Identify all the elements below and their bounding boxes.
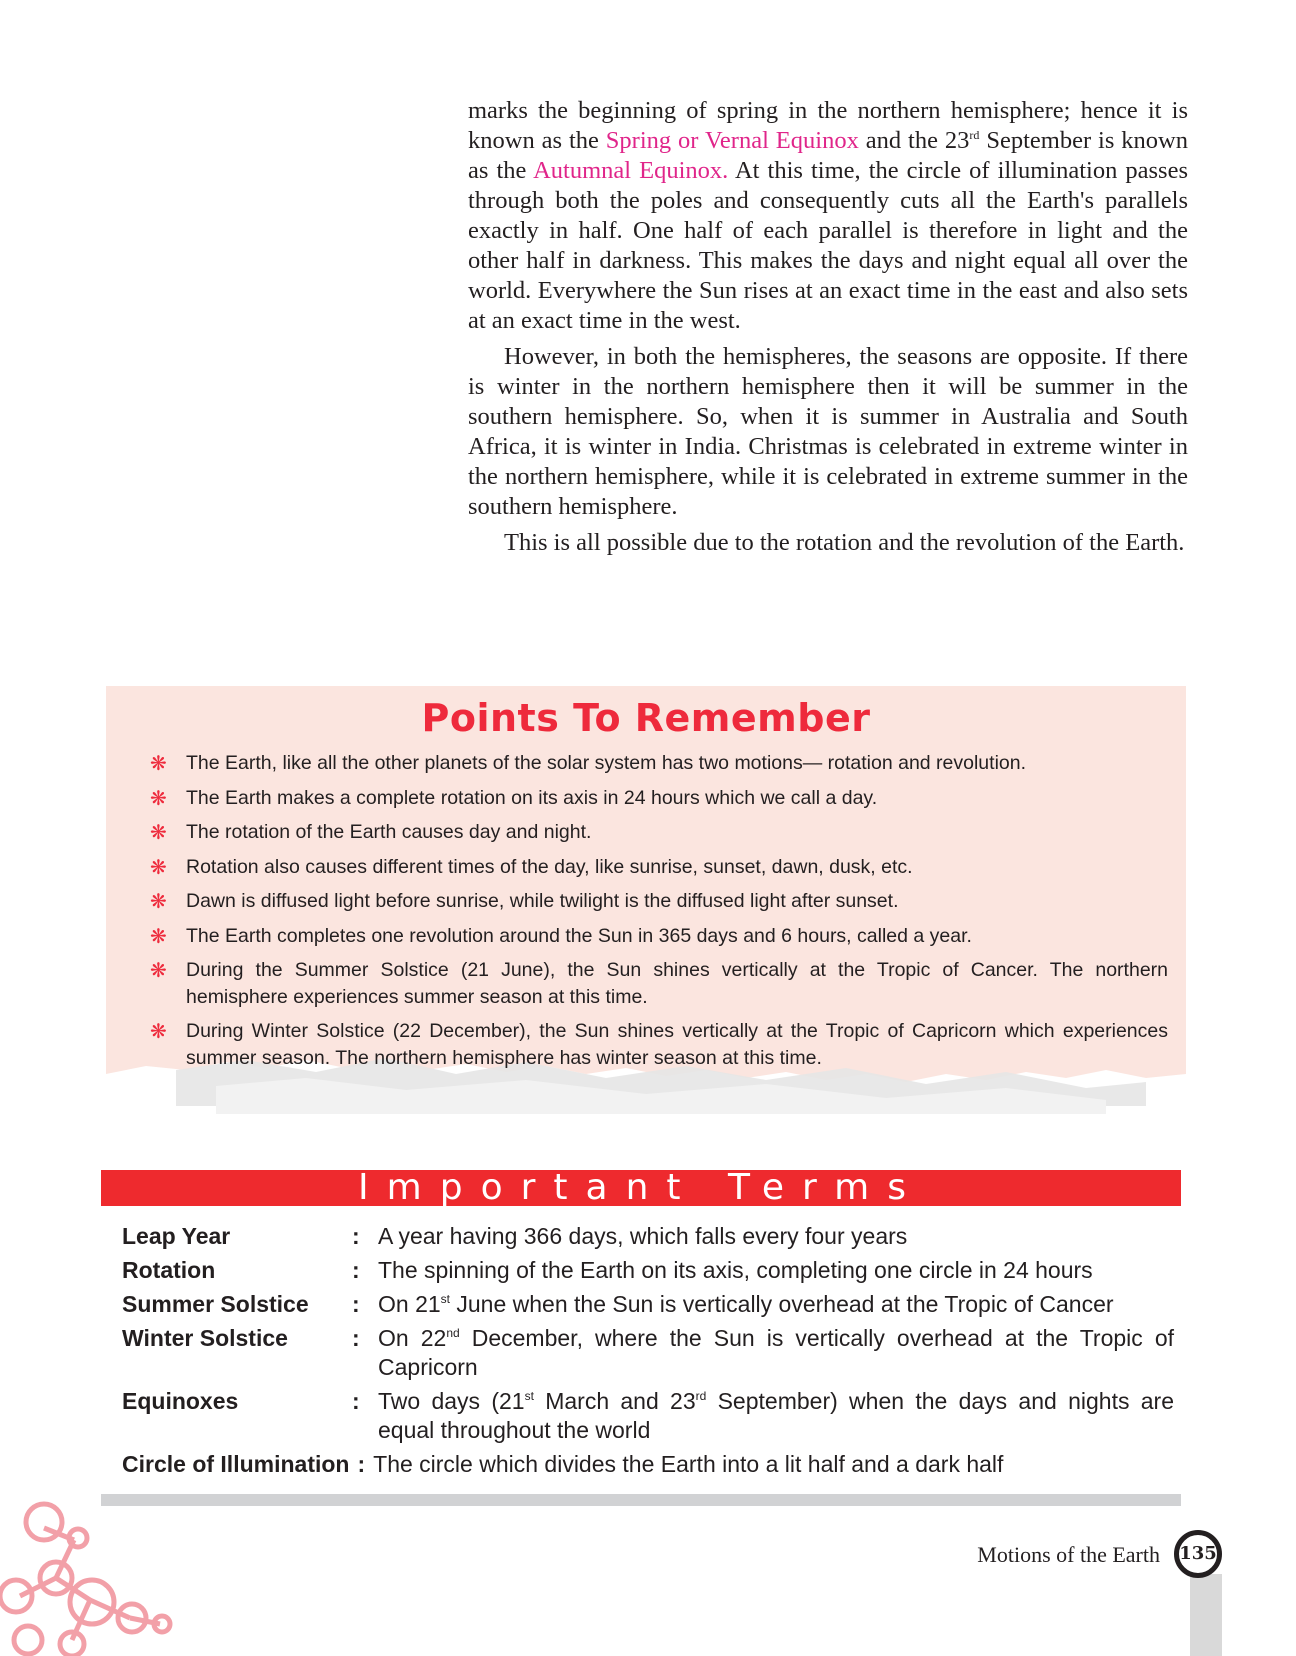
autumnal-equinox-term: Autumnal Equinox. — [533, 157, 729, 184]
term-definition: On 21st June when the Sun is vertically overhead at the Tropic of Cancer — [378, 1291, 1114, 1317]
term-name: Winter Solstice — [122, 1325, 288, 1351]
intro-paragraph-3: This is all possible due to the rotation and the revolution of the Earth. — [504, 529, 1185, 556]
divider-bar — [101, 1494, 1181, 1506]
important-terms-heading: Important Terms — [101, 1170, 1181, 1206]
list-item: ❋ During the Summer Solstice (21 June), the Sun shines vertically at the Tropic of Cancer. The northern hemisphere experiences summer season at this time. — [150, 958, 1168, 1008]
terms-list — [122, 1222, 1174, 1484]
term-row-winter-solstice: Winter Solstice : On 22nd December, where the Sun is vertically overhead at the Tropic of Capricorn — [122, 1325, 1175, 1380]
list-item: ❋ Dawn is diffused light before sunrise, while twilight is the diffused light after sunset. — [150, 889, 899, 913]
list-item: ❋ The rotation of the Earth causes day and night. — [150, 820, 592, 844]
term-row-summer-solstice: Summer Solstice : On 21st June when the Sun is vertically overhead at the Tropic of Cancer — [122, 1290, 1174, 1319]
term-row-circle-of-illumination: Circle of Illumination : The circle which divides the Earth into a lit half and a dark half — [122, 1450, 1174, 1479]
term-row-leap-year: Leap Year : A year having 366 days, which falls every four years — [122, 1222, 1174, 1251]
flower-bullet-icon: ❋ — [150, 958, 167, 982]
page-tab-strip — [1190, 1574, 1222, 1656]
points-list — [150, 750, 1168, 1079]
list-item: ❋ Rotation also causes different times of the day, like sunrise, sunset, dawn, dusk, etc. — [150, 854, 913, 879]
term-name: Equinoxes — [122, 1388, 239, 1414]
term-name: Summer Solstice — [122, 1291, 309, 1317]
flower-bullet-icon: ❋ — [150, 785, 167, 810]
flower-bullet-icon: ❋ — [150, 751, 167, 775]
flower-bullet-icon: ❋ — [150, 923, 167, 948]
list-item: ❋ The Earth makes a complete rotation on its axis in 24 hours which we call a day. — [150, 785, 878, 810]
term-row-equinoxes: Equinoxes : Two days (21st March and 23rd September) when the days and nights are equal throughout the world — [122, 1388, 1174, 1443]
term-definition: The circle which divides the Earth into a lit half and a dark half — [373, 1451, 1004, 1477]
chapter-title: Motions of the Earth — [977, 1542, 1160, 1567]
term-name: Leap Year — [122, 1223, 231, 1249]
intro-paragraph-1: marks the beginning of spring in the northern hemisphere; hence it is known as the Spring or Vernal Equinox and the 23rd September is known as the Autumnal Equinox. At this time, the circle of illumination passes through both the poles and consequently cuts all the Earth's parallels exactly in half. One half of each parallel is therefore in light and the other half in darkness. This makes the days and night equal all over the world. Everywhere the Sun rises at an exact time in the east and also sets at an exact time in the west. — [468, 97, 1188, 334]
points-to-remember-box — [106, 686, 1186, 1136]
flower-bullet-icon: ❋ — [150, 820, 167, 844]
term-row-rotation: Rotation : The spinning of the Earth on its axis, completing one circle in 24 hours — [122, 1256, 1174, 1285]
spring-equinox-term: Spring or Vernal Equinox — [605, 127, 859, 154]
points-title: Points To Remember — [421, 696, 871, 740]
term-definition: The spinning of the Earth on its axis, completing one circle in 24 hours — [378, 1257, 1093, 1283]
term-name: Rotation — [122, 1257, 216, 1283]
term-definition: A year having 366 days, which falls every four years — [378, 1223, 908, 1249]
flower-bullet-icon: ❋ — [150, 889, 167, 913]
molecule-decoration-icon — [0, 1500, 180, 1656]
term-name: Circle of Illumination — [122, 1451, 350, 1477]
list-item: ❋ The Earth completes one revolution around the Sun in 365 days and 6 hours, called a year. — [150, 923, 972, 948]
list-item: ❋ The Earth, like all the other planets of the solar system has two motions— rotation and revolution. — [150, 751, 1027, 775]
intro-paragraph-2: However, in both the hemispheres, the seasons are opposite. If there is winter in the northern hemisphere then it will be summer in the southern hemisphere. So, when it is summer in Australia and South Africa, it is winter in India. Christmas is celebrated in extreme winter in the northern hemisphere, while it is celebrated in extreme summer in the southern hemisphere. — [468, 343, 1188, 520]
term-definition: On 22nd December, where the Sun is vertically overhead at the Tropic of Capricorn — [378, 1325, 1175, 1380]
flower-bullet-icon: ❋ — [150, 854, 167, 879]
term-definition: Two days (21st March and 23rd September) when the days and nights are equal throughout the world — [378, 1388, 1174, 1443]
intro-text — [468, 96, 1188, 564]
list-item: ❋ During Winter Solstice (22 December), the Sun shines vertically at the Tropic of Capricorn which experiences summer season. The northern hemisphere has winter season at this time. — [150, 1019, 1168, 1069]
page-number: 135 — [1174, 1530, 1222, 1578]
flower-bullet-icon: ❋ — [150, 1019, 167, 1043]
